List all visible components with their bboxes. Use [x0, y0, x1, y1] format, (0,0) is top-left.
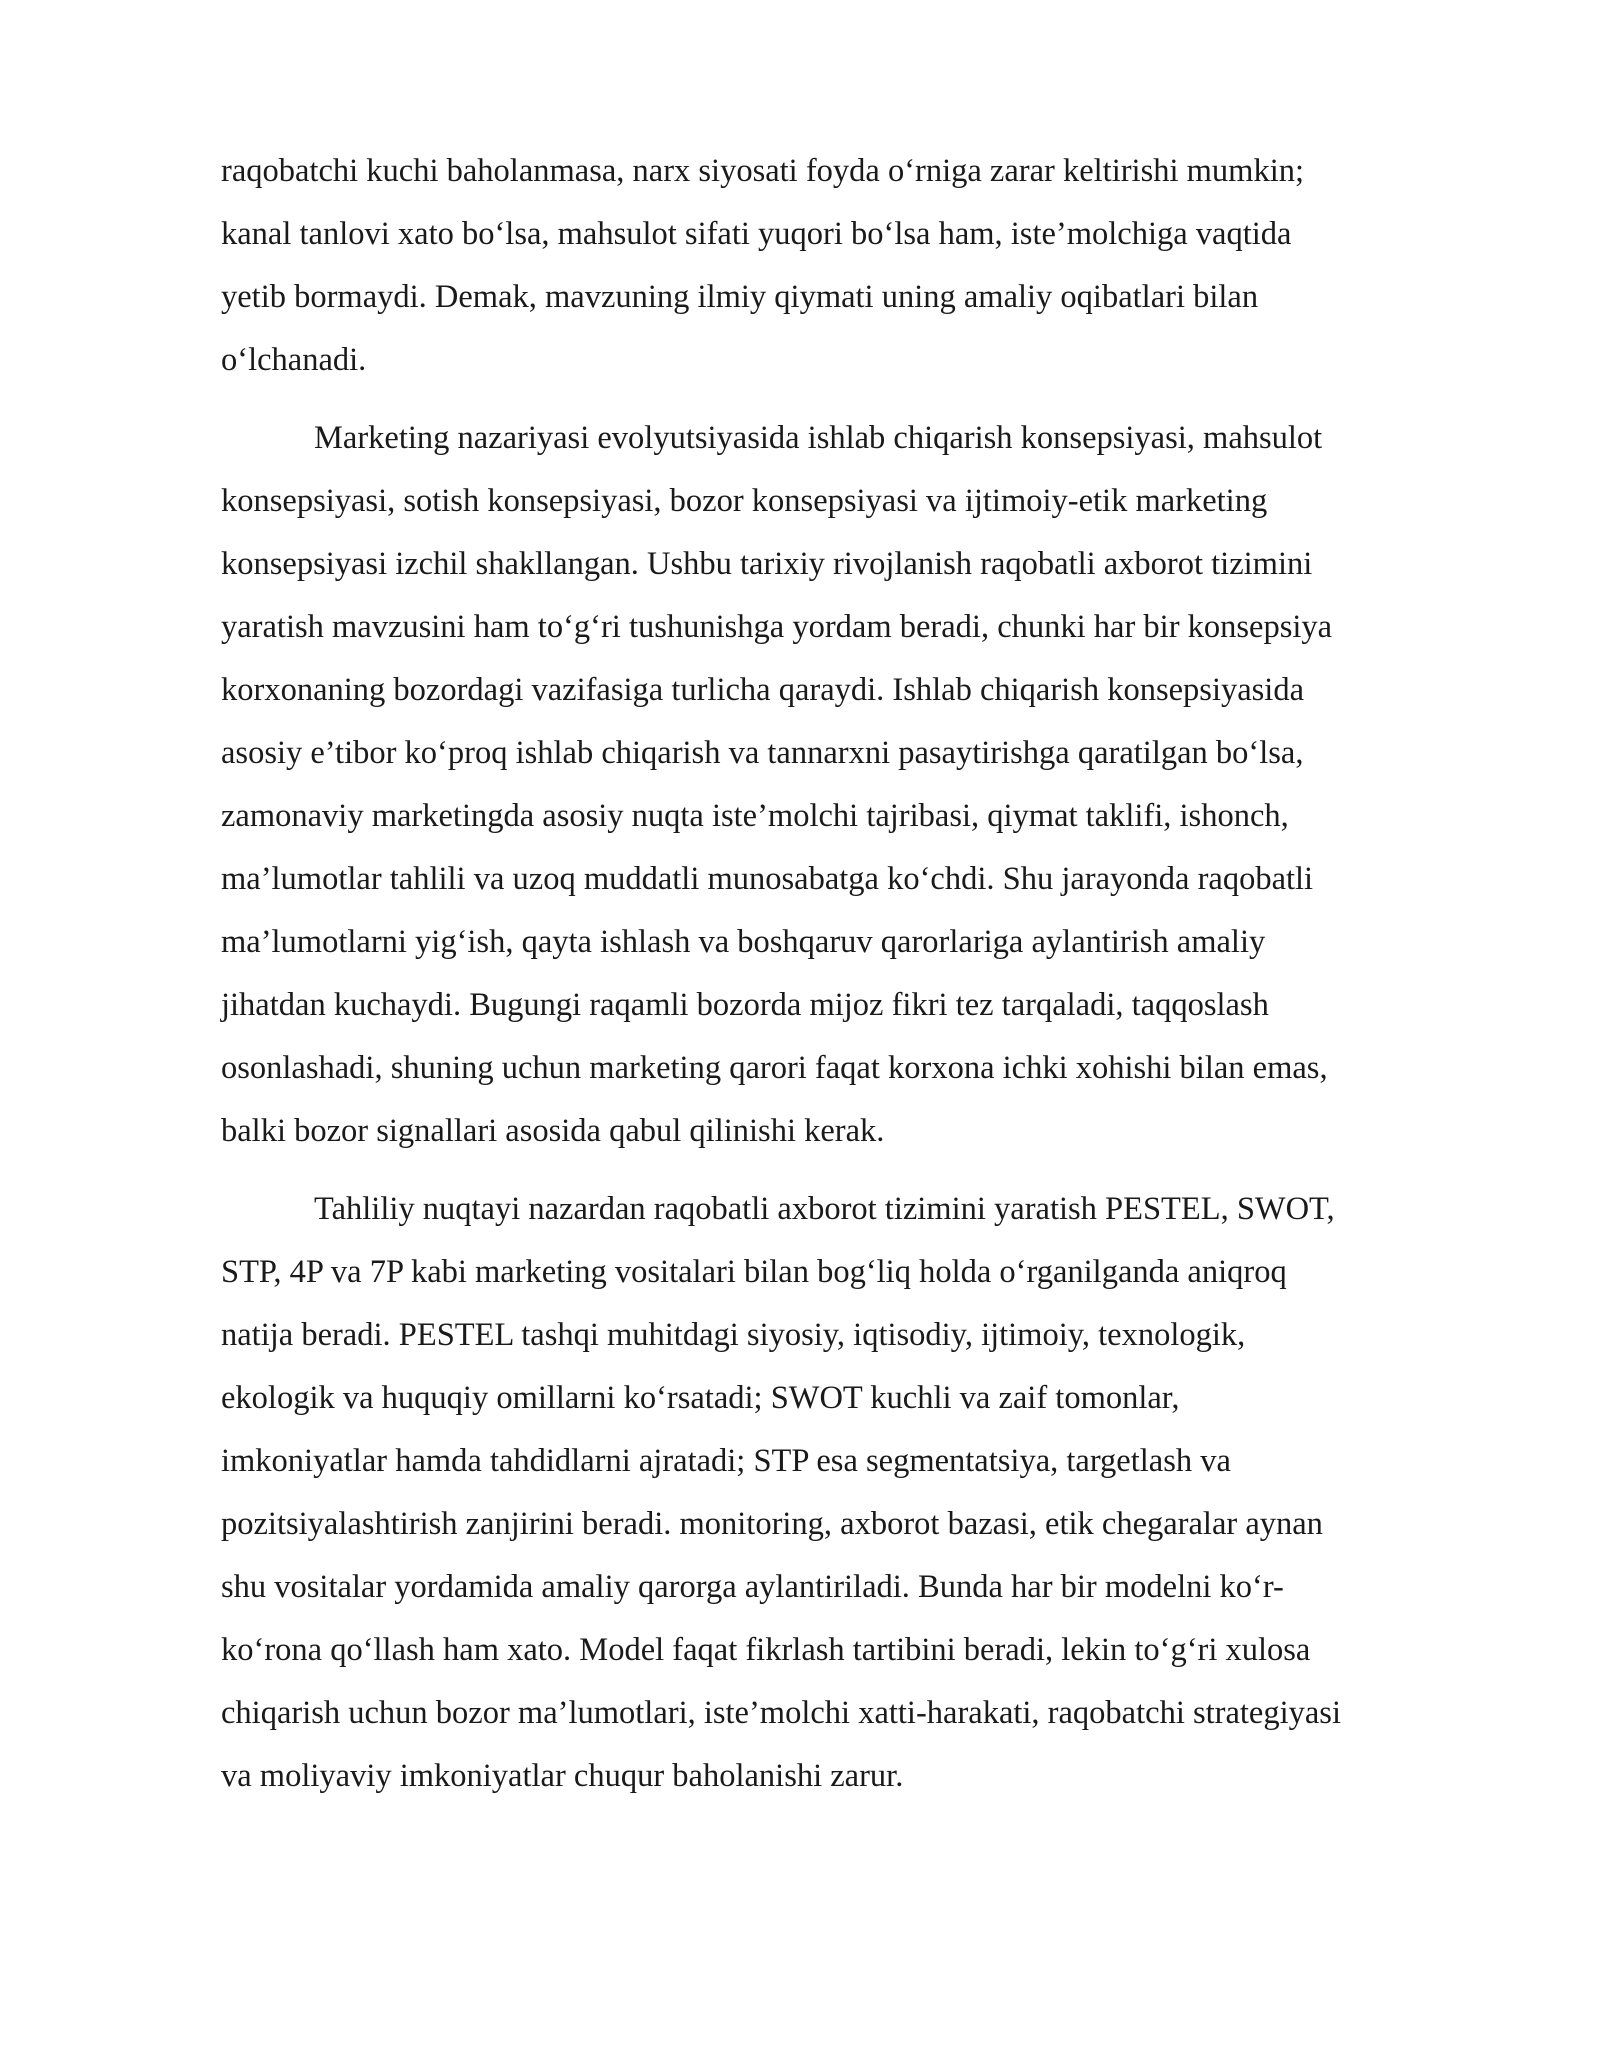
text-line: yaratish mavzusini ham to‘g‘ri tushunishga yordam beradi, chunki har bir konsepsiya	[221, 609, 1333, 645]
text-line: kanal tanlovi xato bo‘lsa, mahsulot sifati yuqori bo‘lsa ham, iste’molchiga vaqtida	[221, 216, 1292, 252]
text-line: va moliyaviy imkoniyatlar chuqur baholanishi zarur.	[221, 1758, 904, 1794]
text-line: imkoniyatlar hamda tahdidlarni ajratadi; STP esa segmentatsiya, targetlash va	[221, 1443, 1231, 1479]
text-line: natija beradi. PESTEL tashqi muhitdagi siyosiy, iqtisodiy, ijtimoiy, texnologik,	[221, 1317, 1246, 1353]
text-line: shu vositalar yordamida amaliy qarorga aylantiriladi. Bunda har bir modelni ko‘r-	[221, 1569, 1284, 1605]
text-line: ko‘rona qo‘llash ham xato. Model faqat fikrlash tartibini beradi, lekin to‘g‘ri xulosa	[221, 1632, 1311, 1668]
text-line: Tahliliy nuqtayi nazardan raqobatli axborot tizimini yaratish PESTEL, SWOT,	[314, 1191, 1335, 1227]
text-line: jihatdan kuchaydi. Bugungi raqamli bozorda mijoz fikri tez tarqaladi, taqqoslash	[221, 987, 1269, 1023]
text-line: ma’lumotlar tahlili va uzoq muddatli munosabatga ko‘chdi. Shu jarayonda raqobatli	[221, 861, 1314, 897]
text-line: STP, 4P va 7P kabi marketing vositalari bilan bog‘liq holda o‘rganilganda aniqroq	[221, 1254, 1287, 1290]
text-line: zamonaviy marketingda asosiy nuqta iste’molchi tajribasi, qiymat taklifi, ishonch,	[221, 798, 1289, 834]
text-line: chiqarish uchun bozor ma’lumotlari, iste’molchi xatti-harakati, raqobatchi strategiyasi	[221, 1695, 1341, 1731]
text-line: Marketing nazariyasi evolyutsiyasida ishlab chiqarish konsepsiyasi, mahsulot	[314, 420, 1323, 456]
text-line: yetib bormaydi. Demak, mavzuning ilmiy qiymati uning amaliy oqibatlari bilan	[221, 279, 1259, 315]
text-line: pozitsiyalashtirish zanjirini beradi. monitoring, axborot bazasi, etik chegaralar aynan	[221, 1506, 1323, 1542]
text-line: korxonaning bozordagi vazifasiga turlicha qaraydi. Ishlab chiqarish konsepsiyasida	[221, 672, 1305, 708]
text-line: ma’lumotlarni yig‘ish, qayta ishlash va boshqaruv qarorlariga aylantirish amaliy	[221, 924, 1266, 960]
text-line: osonlashadi, shuning uchun marketing qarori faqat korxona ichki xohishi bilan emas,	[221, 1050, 1328, 1086]
text-line: o‘lchanadi.	[221, 342, 367, 378]
paragraph-3	[221, 1178, 1481, 1808]
text-line: ekologik va huquqiy omillarni ko‘rsatadi; SWOT kuchli va zaif tomonlar,	[221, 1380, 1180, 1416]
text-line: konsepsiyasi izchil shakllangan. Ushbu tarixiy rivojlanish raqobatli axborot tizimini	[221, 546, 1313, 582]
text-line: raqobatchi kuchi baholanmasa, narx siyosati foyda o‘rniga zarar keltirishi mumkin;	[221, 153, 1305, 189]
paragraph-1	[221, 140, 1481, 392]
text-line: asosiy e’tibor ko‘proq ishlab chiqarish va tannarxni pasaytirishga qaratilgan bo‘lsa,	[221, 735, 1304, 771]
document-body	[221, 140, 1481, 1823]
text-line: konsepsiyasi, sotish konsepsiyasi, bozor konsepsiyasi va ijtimoiy-etik marketing	[221, 483, 1268, 519]
paragraph-2	[221, 407, 1481, 1163]
text-line: balki bozor signallari asosida qabul qilinishi kerak.	[221, 1113, 885, 1149]
